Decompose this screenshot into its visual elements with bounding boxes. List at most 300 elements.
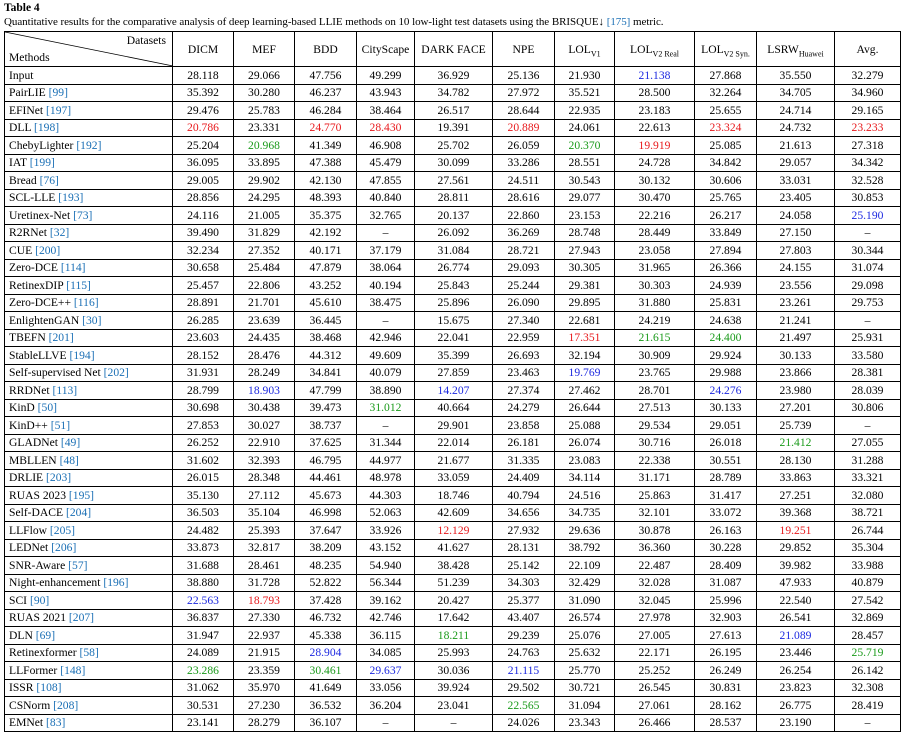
method-name: DLL	[9, 121, 32, 135]
citation-link[interactable]: [202]	[103, 366, 129, 380]
col-dark-face: DARK FACE	[415, 32, 493, 67]
value-cell: 29.476	[173, 102, 234, 120]
value-cell: 32.194	[555, 347, 615, 365]
citation-link[interactable]: [51]	[50, 418, 71, 432]
value-cell: 21.089	[757, 627, 835, 645]
table-row	[5, 364, 901, 382]
citation-link[interactable]: [32]	[49, 226, 70, 240]
value-cell: 27.055	[835, 434, 901, 452]
value-cell: 18.903	[234, 382, 295, 400]
value-cell: 27.853	[173, 417, 234, 435]
citation-link[interactable]: [198]	[34, 121, 60, 135]
value-cell: 30.303	[615, 277, 695, 295]
value-cell: 20.370	[555, 137, 615, 155]
value-cell: 24.638	[695, 312, 757, 330]
value-cell: 31.931	[173, 364, 234, 382]
value-cell: 42.746	[357, 609, 415, 627]
table-row	[5, 627, 901, 645]
value-cell: 29.924	[695, 347, 757, 365]
method-cell	[5, 329, 173, 347]
value-cell: 32.101	[615, 504, 695, 522]
citation-link[interactable]: [57]	[68, 558, 88, 572]
value-cell: 33.988	[835, 557, 901, 575]
method-name: EFINet	[9, 103, 44, 117]
citation-link[interactable]: [207]	[68, 611, 95, 625]
table-row	[5, 609, 901, 627]
value-cell: 26.644	[555, 399, 615, 417]
table-row	[5, 102, 901, 120]
value-cell: 29.753	[835, 294, 901, 312]
value-cell: 36.929	[415, 67, 493, 85]
value-cell: 41.349	[295, 137, 357, 155]
table-row	[5, 242, 901, 260]
value-cell: 22.959	[493, 329, 555, 347]
method-name: LLFlow	[9, 523, 48, 537]
method-name: KinD	[9, 401, 35, 415]
value-cell: 32.903	[695, 609, 757, 627]
value-cell: 38.880	[173, 574, 234, 592]
value-cell: 28.162	[695, 697, 757, 715]
value-cell: 26.574	[555, 609, 615, 627]
value-cell: 27.352	[234, 242, 295, 260]
value-cell: 40.794	[493, 487, 555, 505]
value-cell: 31.602	[173, 452, 234, 470]
citation-link[interactable]: [115]	[66, 278, 91, 292]
table-row	[5, 679, 901, 697]
value-cell: 27.150	[757, 224, 835, 242]
caption-citation[interactable]: [175]	[606, 16, 631, 28]
value-cell: 26.142	[835, 662, 901, 680]
table-row	[5, 574, 901, 592]
value-cell: 29.534	[615, 417, 695, 435]
value-cell: 29.066	[234, 67, 295, 85]
citation-link[interactable]: [192]	[76, 138, 102, 152]
citation-link[interactable]: [205]	[49, 523, 76, 537]
value-cell: 25.931	[835, 329, 901, 347]
value-cell: 34.114	[555, 469, 615, 487]
value-cell: 26.059	[493, 137, 555, 155]
value-cell: 19.919	[615, 137, 695, 155]
citation-link[interactable]: [194]	[69, 348, 95, 362]
value-cell: 29.005	[173, 172, 234, 190]
method-name: CUE	[9, 243, 33, 257]
value-cell: 29.077	[555, 189, 615, 207]
table-row	[5, 592, 901, 610]
method-cell	[5, 557, 173, 575]
value-cell: 28.039	[835, 382, 901, 400]
value-cell: 30.036	[415, 662, 493, 680]
value-cell: 26.541	[757, 609, 835, 627]
value-cell: 26.181	[493, 434, 555, 452]
citation-link[interactable]: [73]	[73, 208, 93, 222]
value-cell: 26.252	[173, 434, 234, 452]
citation-link[interactable]: [195]	[68, 488, 95, 502]
value-cell: 21.613	[757, 137, 835, 155]
value-cell: 25.863	[615, 487, 695, 505]
value-cell: 49.609	[357, 347, 415, 365]
value-cell: 34.735	[555, 504, 615, 522]
value-cell: 38.064	[357, 259, 415, 277]
citation-link[interactable]: [69]	[35, 628, 56, 642]
value-cell: 25.719	[835, 644, 901, 662]
citation-link[interactable]: [201]	[48, 331, 74, 345]
col-lol-v2-syn: $LOL_{V2 Syn.}$	[695, 32, 757, 67]
value-cell: 34.842	[695, 154, 757, 172]
value-cell: 35.521	[555, 84, 615, 102]
value-cell: 25.896	[415, 294, 493, 312]
value-cell: 25.136	[493, 67, 555, 85]
value-cell: 38.475	[357, 294, 415, 312]
table-row	[5, 224, 901, 242]
value-cell: 30.099	[415, 154, 493, 172]
value-cell: 33.286	[493, 154, 555, 172]
value-cell: 39.982	[757, 557, 835, 575]
col-lol-v2-real: $LOL_{V2 Real}$	[615, 32, 695, 67]
value-cell: 33.059	[415, 469, 493, 487]
value-cell: 28.789	[695, 469, 757, 487]
value-cell: 32.045	[615, 592, 695, 610]
table-row	[5, 312, 901, 330]
value-cell: 27.230	[234, 697, 295, 715]
value-cell: 31.417	[695, 487, 757, 505]
value-cell: 30.344	[835, 242, 901, 260]
method-name: RetinexDIP	[9, 278, 64, 292]
value-cell: 43.252	[295, 277, 357, 295]
col-mef: MEF	[234, 32, 295, 67]
value-cell: 31.344	[357, 434, 415, 452]
value-cell: 31.171	[615, 469, 695, 487]
value-cell: 23.083	[555, 452, 615, 470]
value-cell: 28.721	[493, 242, 555, 260]
col-lol-v1: $LOL_{V1}$	[555, 32, 615, 67]
value-cell: 24.728	[615, 154, 695, 172]
value-cell: 27.868	[695, 67, 757, 85]
value-cell: 30.721	[555, 679, 615, 697]
value-cell: 27.061	[615, 697, 695, 715]
citation-link[interactable]: [208]	[53, 698, 79, 712]
value-cell: 22.109	[555, 557, 615, 575]
value-cell: 35.550	[757, 67, 835, 85]
value-cell: 26.018	[695, 434, 757, 452]
value-cell: 34.705	[757, 84, 835, 102]
value-cell: 17.351	[555, 329, 615, 347]
citation-link[interactable]: [58]	[79, 646, 99, 660]
value-cell: 33.321	[835, 469, 901, 487]
table-row	[5, 259, 901, 277]
method-cell	[5, 487, 173, 505]
value-cell: 30.551	[695, 452, 757, 470]
method-name: KinD++	[9, 418, 48, 432]
method-name: DRLIE	[9, 471, 44, 485]
value-cell: 28.551	[555, 154, 615, 172]
table-row	[5, 84, 901, 102]
value-cell: 40.664	[415, 399, 493, 417]
method-cell	[5, 259, 173, 277]
value-cell: 25.783	[234, 102, 295, 120]
value-cell: 29.239	[493, 627, 555, 645]
method-cell	[5, 312, 173, 330]
value-cell: 46.732	[295, 609, 357, 627]
citation-link[interactable]: [114]	[60, 261, 86, 275]
value-cell: –	[835, 224, 901, 242]
value-cell: 31.087	[695, 574, 757, 592]
value-cell: 29.988	[695, 364, 757, 382]
value-cell: 21.241	[757, 312, 835, 330]
value-cell: 15.675	[415, 312, 493, 330]
value-cell: 23.324	[695, 119, 757, 137]
value-cell: 28.457	[835, 627, 901, 645]
value-cell: 30.228	[695, 539, 757, 557]
value-cell: 22.014	[415, 434, 493, 452]
table-row	[5, 347, 901, 365]
value-cell: 28.616	[493, 189, 555, 207]
value-cell: 39.924	[415, 679, 493, 697]
value-cell: 33.580	[835, 347, 901, 365]
method-name: ISSR	[9, 681, 34, 695]
value-cell: 38.428	[415, 557, 493, 575]
table-row	[5, 137, 901, 155]
citation-link[interactable]: [206]	[51, 541, 77, 555]
value-cell: 40.171	[295, 242, 357, 260]
value-cell: 28.409	[695, 557, 757, 575]
col-cityscape: CityScape	[357, 32, 415, 67]
value-cell: 31.084	[415, 242, 493, 260]
method-cell	[5, 539, 173, 557]
value-cell: 29.381	[555, 277, 615, 295]
value-cell: 22.041	[415, 329, 493, 347]
value-cell: 32.429	[555, 574, 615, 592]
value-cell: 27.112	[234, 487, 295, 505]
citation-link[interactable]: [199]	[29, 156, 55, 170]
citation-link[interactable]: [193]	[58, 191, 84, 205]
value-cell: 24.409	[493, 469, 555, 487]
value-cell: 26.775	[757, 697, 835, 715]
method-name: EMNet	[9, 716, 44, 730]
value-cell: 52.063	[357, 504, 415, 522]
value-cell: 38.792	[555, 539, 615, 557]
table-row	[5, 697, 901, 715]
citation-link[interactable]: [197]	[46, 103, 72, 117]
value-cell: 32.869	[835, 609, 901, 627]
value-cell: 24.116	[173, 207, 234, 225]
methods-label: Methods	[9, 51, 50, 64]
value-cell: 26.693	[493, 347, 555, 365]
datasets-label: Datasets	[126, 34, 166, 47]
value-cell: 30.716	[615, 434, 695, 452]
citation-link[interactable]: [113]	[52, 383, 78, 397]
value-cell: 46.795	[295, 452, 357, 470]
value-cell: 27.932	[493, 522, 555, 540]
citation-link[interactable]: [203]	[46, 471, 72, 485]
value-cell: 25.831	[695, 294, 757, 312]
value-cell: 28.856	[173, 189, 234, 207]
value-cell: 37.625	[295, 434, 357, 452]
method-cell	[5, 294, 173, 312]
value-cell: 36.503	[173, 504, 234, 522]
value-cell: 22.563	[173, 592, 234, 610]
value-cell: 39.162	[357, 592, 415, 610]
diagonal-header-cell	[5, 32, 173, 67]
citation-link[interactable]: [30]	[82, 313, 102, 327]
value-cell: 36.115	[357, 627, 415, 645]
citation-link[interactable]: [116]	[73, 296, 99, 310]
method-cell	[5, 347, 173, 365]
method-name: MBLLEN	[9, 453, 57, 467]
value-cell: 24.482	[173, 522, 234, 540]
value-cell: 32.080	[835, 487, 901, 505]
table-row	[5, 714, 901, 732]
method-cell	[5, 189, 173, 207]
citation-link[interactable]: [83]	[46, 716, 66, 730]
method-cell	[5, 679, 173, 697]
value-cell: 21.497	[757, 329, 835, 347]
citation-link[interactable]: [108]	[36, 681, 62, 695]
citation-link[interactable]: [49]	[60, 436, 81, 450]
value-cell: 35.130	[173, 487, 234, 505]
value-cell: 22.171	[615, 644, 695, 662]
value-cell: 26.366	[695, 259, 757, 277]
value-cell: 30.698	[173, 399, 234, 417]
value-cell: –	[415, 714, 493, 732]
method-name: Uretinex-Net	[9, 208, 71, 222]
method-cell	[5, 417, 173, 435]
value-cell: –	[357, 312, 415, 330]
table-row	[5, 119, 901, 137]
value-cell: 27.859	[415, 364, 493, 382]
value-cell: 18.746	[415, 487, 493, 505]
table-row	[5, 329, 901, 347]
value-cell: 29.852	[757, 539, 835, 557]
method-name: IAT	[9, 156, 27, 170]
value-cell: 46.998	[295, 504, 357, 522]
value-cell: 52.822	[295, 574, 357, 592]
citation-link[interactable]: [196]	[103, 576, 129, 590]
value-cell: 29.093	[493, 259, 555, 277]
value-cell: 23.286	[173, 662, 234, 680]
value-cell: 24.155	[757, 259, 835, 277]
value-cell: 27.561	[415, 172, 493, 190]
citation-link[interactable]: [148]	[60, 663, 86, 677]
value-cell: 25.204	[173, 137, 234, 155]
method-cell	[5, 644, 173, 662]
value-cell: 21.005	[234, 207, 295, 225]
value-cell: 39.473	[295, 399, 357, 417]
citation-link[interactable]: [200]	[35, 243, 61, 257]
value-cell: 43.407	[493, 609, 555, 627]
value-cell: 30.531	[173, 697, 234, 715]
method-name: EnlightenGAN	[9, 313, 80, 327]
value-cell: 14.207	[415, 382, 493, 400]
value-cell: 21.677	[415, 452, 493, 470]
value-cell: –	[357, 714, 415, 732]
value-cell: 27.330	[234, 609, 295, 627]
table-caption	[4, 15, 839, 29]
value-cell: 31.288	[835, 452, 901, 470]
method-cell	[5, 102, 173, 120]
value-cell: 23.233	[835, 119, 901, 137]
value-cell: 27.978	[615, 609, 695, 627]
method-cell	[5, 207, 173, 225]
value-cell: 51.239	[415, 574, 493, 592]
method-name: R2RNet	[9, 226, 48, 240]
value-cell: 28.419	[835, 697, 901, 715]
method-cell	[5, 224, 173, 242]
value-cell: 26.517	[415, 102, 493, 120]
caption-text: Quantitative results for the comparative analysis of deep learning-based LLIE methods on 10 low-light test datasets using the BRISQUE	[4, 16, 599, 28]
value-cell: 38.468	[295, 329, 357, 347]
value-cell: 36.204	[357, 697, 415, 715]
value-cell: 28.430	[357, 119, 415, 137]
value-cell: 24.295	[234, 189, 295, 207]
value-cell: 23.980	[757, 382, 835, 400]
table-row	[5, 417, 901, 435]
value-cell: 35.392	[173, 84, 234, 102]
method-cell	[5, 154, 173, 172]
table-row	[5, 399, 901, 417]
value-cell: 34.342	[835, 154, 901, 172]
value-cell: 23.556	[757, 277, 835, 295]
table-row	[5, 189, 901, 207]
value-cell: 36.107	[295, 714, 357, 732]
citation-link[interactable]: [50]	[37, 401, 57, 415]
method-name: CSNorm	[9, 698, 51, 712]
value-cell: 23.446	[757, 644, 835, 662]
method-cell	[5, 574, 173, 592]
citation-link[interactable]: [76]	[39, 173, 59, 187]
table-row	[5, 277, 901, 295]
value-cell: 22.565	[493, 697, 555, 715]
value-cell: 12.129	[415, 522, 493, 540]
value-cell: 24.511	[493, 172, 555, 190]
value-cell: 45.479	[357, 154, 415, 172]
value-cell: 28.500	[615, 84, 695, 102]
value-cell: 38.737	[295, 417, 357, 435]
value-cell: 48.393	[295, 189, 357, 207]
value-cell: 30.806	[835, 399, 901, 417]
table-row	[5, 644, 901, 662]
value-cell: 47.879	[295, 259, 357, 277]
value-cell: 38.721	[835, 504, 901, 522]
value-cell: 19.391	[415, 119, 493, 137]
value-cell: 23.058	[615, 242, 695, 260]
table-body	[5, 67, 901, 732]
citation-link[interactable]: [204]	[66, 506, 92, 520]
value-cell: 25.996	[695, 592, 757, 610]
citation-link[interactable]: [90]	[29, 593, 50, 607]
value-cell: 38.890	[357, 382, 415, 400]
value-cell: 33.072	[695, 504, 757, 522]
value-cell: 40.194	[357, 277, 415, 295]
value-cell: 29.057	[757, 154, 835, 172]
value-cell: 19.769	[555, 364, 615, 382]
value-cell: 28.644	[493, 102, 555, 120]
value-cell: 48.978	[357, 469, 415, 487]
citation-link[interactable]: [48]	[59, 453, 79, 467]
citation-link[interactable]: [99]	[48, 86, 68, 100]
value-cell: 21.115	[493, 662, 555, 680]
value-cell: 27.613	[695, 627, 757, 645]
value-cell: 25.377	[493, 592, 555, 610]
method-cell	[5, 522, 173, 540]
value-cell: 30.133	[695, 399, 757, 417]
method-name: LLFormer	[9, 663, 58, 677]
value-cell: 36.445	[295, 312, 357, 330]
value-cell: 23.041	[415, 697, 493, 715]
value-cell: 24.732	[757, 119, 835, 137]
value-cell: 19.251	[757, 522, 835, 540]
value-cell: 25.702	[415, 137, 493, 155]
value-cell: 24.939	[695, 277, 757, 295]
